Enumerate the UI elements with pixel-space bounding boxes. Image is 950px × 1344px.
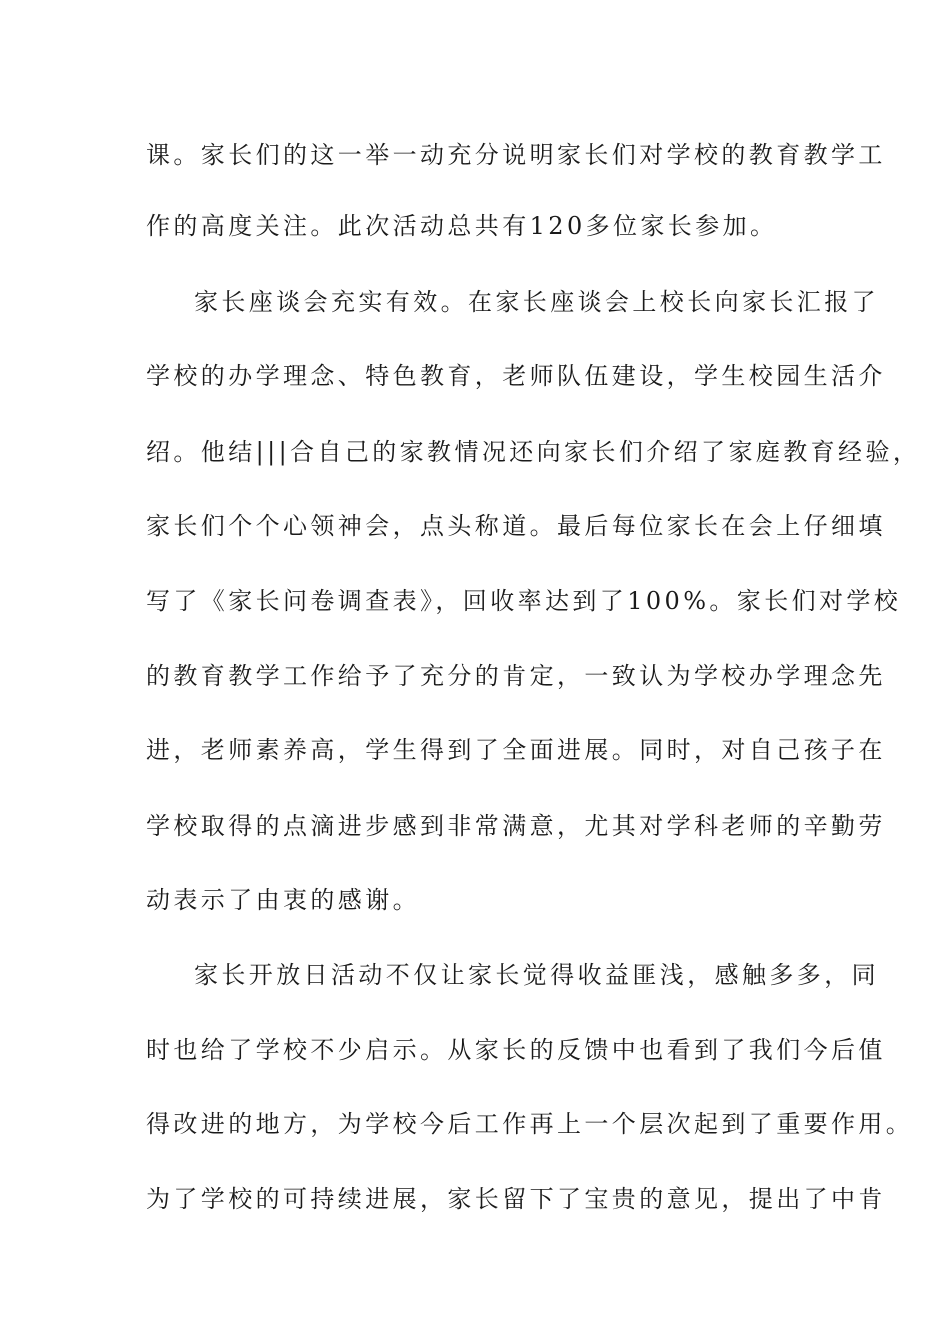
paragraph-start-line-3: 家长座谈会充实有效。在家长座谈会上校长向家长汇报了 [194,288,879,316]
text-line-9: 进，老师素养高，学生得到了全面进展。同时，对自己孩子在 [146,736,886,764]
text-line-10: 学校取得的点滴进步感到非常满意，尤其对学科老师的辛勤劳 [146,812,886,840]
text-line-6: 家长们个个心领神会，点头称道。最后每位家长在会上仔细填 [146,512,886,540]
text-line-8: 的教育教学工作给予了充分的肯定，一致认为学校办学理念先 [146,662,886,690]
text-line-4: 学校的办学理念、特色教育，老师队伍建设，学生校园生活介 [146,362,886,390]
text-line-13: 时也给了学校不少启示。从家长的反馈中也看到了我们今后值 [146,1036,886,1064]
text-line-2: 作的高度关注。此次活动总共有120多位家长参加。 [146,212,778,240]
text-line-1: 课。家长们的这一举一动充分说明家长们对学校的教育教学工 [146,141,886,169]
text-line-5: 绍。他结|||合自己的家教情况还向家长们介绍了家庭教育经验， [146,438,921,466]
text-line-15: 为了学校的可持续进展，家长留下了宝贵的意见，提出了中肯 [146,1185,886,1213]
text-line-7: 写了《家长问卷调查表》，回收率达到了100%。家长们对学校 [146,587,902,615]
text-line-11: 动表示了由衷的感谢。 [146,886,420,914]
paragraph-start-line-12: 家长开放日活动不仅让家长觉得收益匪浅，感触多多，同 [194,961,879,989]
text-line-14: 得改进的地方，为学校今后工作再上一个层次起到了重要作用。 [146,1110,914,1138]
